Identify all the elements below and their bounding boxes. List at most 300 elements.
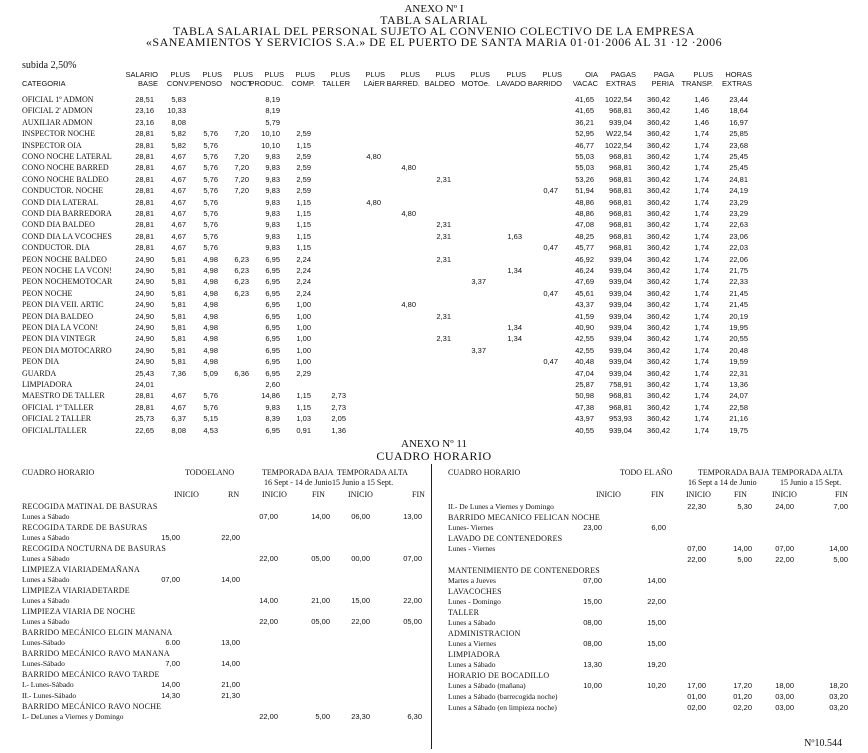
left-time: 05,00: [311, 554, 330, 563]
left-time: 14,00: [259, 596, 278, 605]
cell-cat: GUARDA: [22, 368, 57, 378]
right-end-2: FIN: [734, 490, 747, 499]
cell-peria: 360,42: [647, 186, 670, 196]
cell-comp: 2,59: [296, 186, 311, 196]
cell-hex: 21,75: [729, 266, 748, 275]
table-row: [0, 152, 868, 162]
cell-comp: 1,15: [296, 402, 311, 412]
cell-comp: 1,15: [296, 197, 311, 207]
cell-pagas: W22,54: [606, 129, 632, 139]
right-time: 17,20: [733, 681, 752, 690]
cell-base: 24,90: [135, 311, 154, 321]
cell-bald: 2,31: [436, 254, 451, 264]
cell-conv: 6,37: [171, 414, 186, 424]
col-head-top-14: OIA: [585, 70, 598, 79]
col-head-bottom-5: PRODUC.: [249, 79, 284, 88]
cell-peria: 360,42: [647, 231, 670, 241]
cell-prod: 2,60: [265, 380, 280, 389]
left-section-title: BARRIDO MECÁNICO ELGIN MANANA: [22, 628, 173, 637]
annex2-header: [0, 438, 868, 462]
left-time: 22,00: [259, 554, 278, 563]
cell-prod: 6,95: [265, 266, 280, 275]
annex2-title: CUADRO HORARIO: [376, 449, 492, 463]
col-head-bottom-16: PERIA: [651, 79, 674, 88]
cell-pagas: 1022,54: [604, 140, 632, 150]
cell-hex: 21,16: [729, 414, 748, 424]
table-row: [0, 141, 868, 151]
cell-peria: 360,42: [647, 140, 670, 150]
cell-peria: 360,42: [647, 220, 670, 230]
cell-base: 28,81: [135, 197, 154, 207]
cell-conv: 5,81: [171, 345, 186, 355]
cell-hex: 16,97: [729, 117, 748, 127]
cell-lav: 1,34: [507, 334, 522, 344]
cell-vac: 43,97: [575, 414, 594, 424]
cell-prod: 8,19: [265, 95, 280, 104]
cell-prod: 6,95: [265, 345, 280, 355]
cell-pagas: 968,81: [609, 391, 632, 401]
left-time: 13,00: [403, 512, 422, 521]
cell-vac: 25,87: [575, 380, 594, 389]
cell-hex: 22,31: [729, 368, 748, 378]
right-time: 17,00: [687, 681, 706, 690]
cell-conv: 4,67: [171, 152, 186, 161]
cell-prod: 8,39: [265, 414, 280, 424]
right-time: 14,00: [733, 544, 752, 553]
cell-prod: 9,83: [265, 243, 280, 253]
cell-hex: 22,33: [729, 277, 748, 287]
left-time: 21,00: [311, 596, 330, 605]
cell-vac: 41,59: [575, 311, 594, 321]
left-start-2: INICIO: [262, 490, 287, 499]
table-row: [0, 369, 868, 379]
cell-conv: 4,67: [171, 243, 186, 253]
cell-cat: CONDUCTOR. NOCHE: [22, 186, 104, 196]
left-time: 14,00: [221, 659, 240, 668]
cell-comp: 1,00: [296, 300, 311, 310]
cell-pen: 5,76: [203, 391, 218, 401]
col-head-bottom-9: BARRED.: [386, 79, 420, 88]
cell-laier: 4,80: [366, 197, 381, 207]
table-row: [0, 323, 868, 333]
cell-peria: 360,42: [647, 357, 670, 367]
cell-comp: 1,00: [296, 323, 311, 332]
cell-transp: 1,74: [694, 311, 709, 321]
right-days: Lunes a Sábado: [448, 660, 496, 669]
cell-base: 24,90: [135, 345, 154, 355]
cell-noct: 7,20: [234, 152, 249, 161]
left-time: 7,00: [165, 659, 180, 668]
cell-comp: 2,59: [296, 129, 311, 139]
cell-conv: 8,08: [171, 117, 186, 127]
cell-comp: 2,24: [296, 254, 311, 264]
right-low-dates: 16 Sept a 14 de Junio: [688, 478, 757, 487]
right-section-title: LIMPIADORA: [448, 650, 501, 659]
cell-pagas: 939,04: [609, 311, 632, 321]
col-head-top-7: PLUS: [330, 70, 350, 79]
col-head-top-3: PLUS: [202, 70, 222, 79]
cell-prod: 8,19: [265, 106, 280, 116]
right-time: 07,00: [775, 544, 794, 553]
table-row: [0, 289, 868, 299]
cell-base: 25,43: [135, 368, 154, 378]
cell-comp: 2,29: [296, 368, 311, 378]
left-section-title: LIMPIEZA VIARIADEMAÑANA: [22, 565, 141, 574]
left-time: 07,00: [403, 554, 422, 563]
cell-vac: 43,37: [575, 300, 594, 310]
left-section-title: RECOGIDA MATINAL DE BASURAS: [22, 502, 158, 511]
cell-peria: 360,42: [647, 288, 670, 298]
left-days: Lunes a Sábado: [22, 596, 70, 605]
right-time: 23,00: [583, 523, 602, 532]
cell-cat: PEON DIA LA VCON!: [22, 323, 99, 332]
left-days: Lunes a Sábado: [22, 554, 70, 563]
right-time: 18,00: [775, 681, 794, 690]
cell-tall: 2,73: [331, 402, 346, 412]
cell-vac: 47,04: [575, 368, 594, 378]
cell-transp: 1,74: [694, 140, 709, 150]
cell-pagas: 968,81: [609, 152, 632, 161]
cell-conv: 5,81: [171, 288, 186, 298]
cell-prod: 6,95: [265, 254, 280, 264]
right-col-title: CUADRO HORARIO: [448, 468, 521, 477]
left-days: I.- DeLunes a Viernes y Domingo: [22, 712, 124, 721]
cell-prod: 6,95: [265, 357, 280, 367]
cell-barrido: 0,47: [543, 357, 558, 367]
cell-transp: 1,74: [694, 288, 709, 298]
cell-barr: 4,80: [401, 300, 416, 310]
table-row: [0, 426, 868, 436]
cell-vac: 51,94: [575, 186, 594, 196]
cell-transp: 1,74: [694, 425, 709, 435]
cell-conv: 5,82: [171, 129, 186, 139]
col-head-bottom-15: EXTRAS: [605, 79, 636, 88]
cell-hex: 18,64: [729, 106, 748, 116]
cell-tall: 1,36: [331, 425, 346, 435]
cell-base: 28,81: [135, 220, 154, 230]
right-time: 24,00: [775, 502, 794, 511]
cell-pen: 5,76: [203, 140, 218, 150]
cell-bald: 2,31: [436, 220, 451, 230]
col-head-top-8: PLUS: [365, 70, 385, 79]
left-days-2: II.- Lunes-Sábado: [22, 691, 77, 700]
cell-pen: 5,76: [203, 152, 218, 161]
cell-hex: 20,48: [729, 345, 748, 355]
cell-hex: 22,06: [729, 254, 748, 264]
cell-hex: 24,07: [729, 391, 748, 401]
cell-base: 23,16: [135, 117, 154, 127]
cell-cat: PEON DIA MOTOCARRO: [22, 345, 112, 355]
cell-vac: 48,86: [575, 209, 594, 218]
right-section-title: MANTENIMIENTO DE CONTENEDORES: [448, 566, 600, 575]
cell-pen: 4,98: [203, 357, 218, 367]
cell-comp: 1,00: [296, 357, 311, 367]
cell-peria: 360,42: [647, 209, 670, 218]
cell-base: 22,65: [135, 425, 154, 435]
cell-vac: 36,21: [575, 117, 594, 127]
col-head-bottom-12: LAVADO: [496, 79, 526, 88]
cell-hex: 23,29: [729, 197, 748, 207]
col-head-bottom-11: MOTOe.: [461, 79, 490, 88]
left-col-title: CUADRO HORARIO: [22, 468, 95, 477]
cell-vac: 55,03: [575, 163, 594, 173]
cell-hex: 20,55: [729, 334, 748, 344]
cell-peria: 360,42: [647, 311, 670, 321]
right-time: 08,00: [583, 639, 602, 648]
cell-prod: 6,95: [265, 288, 280, 298]
left-time: 14,00: [311, 512, 330, 521]
right-time: 15,00: [583, 597, 602, 606]
left-time: 14,00: [221, 575, 240, 584]
cell-cat: CONDUCTOR. DIA: [22, 243, 90, 253]
cell-cat: INSPECTOR NOCHE: [22, 129, 95, 139]
cell-conv: 5,81: [171, 254, 186, 264]
cell-prod: 10,10: [261, 140, 280, 150]
right-days: Martes a Jueves: [448, 576, 496, 585]
cell-cat: COND DIA BALDEO: [22, 220, 95, 230]
cell-peria: 360,42: [647, 266, 670, 275]
col-head-top-9: PLUS: [400, 70, 420, 79]
cell-base: 23,16: [135, 106, 154, 116]
cell-transp: 1,74: [694, 243, 709, 253]
cell-prod: 9,83: [265, 186, 280, 196]
cell-cat: OFICIAL 2 TALLER: [22, 414, 92, 424]
right-days: Lunes- Viernes: [448, 523, 494, 532]
cell-pagas: 939,04: [609, 117, 632, 127]
cell-pen: 4,98: [203, 266, 218, 275]
cell-cat: PEON DIA BALDEO: [22, 311, 94, 321]
table-row: [0, 266, 868, 276]
right-time: 5,30: [737, 502, 752, 511]
right-days: Lunes - Viernes: [448, 544, 496, 553]
cell-cat: PEON NOCHE LA VCON!: [22, 266, 112, 275]
left-time: 00,00: [351, 554, 370, 563]
cell-hex: 21,45: [729, 300, 748, 310]
cell-comp: 2,59: [296, 174, 311, 184]
col-head-bottom-4: NOCT.: [230, 79, 253, 88]
right-section-title: TALLER: [448, 608, 480, 617]
cell-transp: 1,74: [694, 231, 709, 241]
cell-comp: 1,03: [296, 414, 311, 424]
cell-vac: 46,77: [575, 140, 594, 150]
cell-lav: 1,34: [507, 266, 522, 275]
right-time: 02,00: [687, 703, 706, 712]
cell-comp: 1,15: [296, 391, 311, 401]
cell-base: 28,81: [135, 231, 154, 241]
left-section-title: BARRIDO MECÁNICO RAVO MANANA: [22, 649, 170, 658]
col-head-bottom-2: CONV.: [166, 79, 190, 88]
cell-transp: 1,74: [694, 277, 709, 287]
col-head-top-2: PLUS: [170, 70, 190, 79]
cell-peria: 360,42: [647, 106, 670, 116]
annex1-header: [0, 4, 868, 48]
cell-pagas: 939,04: [609, 323, 632, 332]
cell-hex: 24,19: [729, 186, 748, 196]
right-section-title: LAVADO DE CONTENEDORES: [448, 534, 563, 543]
cell-lav: 1,63: [507, 231, 522, 241]
cell-pen: 5,09: [203, 368, 218, 378]
cell-conv: 5,82: [171, 140, 186, 150]
cell-comp: 2,24: [296, 266, 311, 275]
cell-prod: 6,95: [265, 300, 280, 310]
table-row: [0, 312, 868, 322]
cell-cat: LIMPIADORA: [22, 380, 73, 389]
cell-cat: OFICIAL 1º ADMON: [22, 95, 94, 104]
right-days: Lunes a Sábado: [448, 618, 496, 627]
cell-comp: 1,15: [296, 243, 311, 253]
cell-noct: 7,20: [234, 129, 249, 139]
table-row: [0, 403, 868, 413]
cell-transp: 1,74: [694, 414, 709, 424]
cell-pagas: 968,81: [609, 163, 632, 173]
left-time: 05,00: [403, 617, 422, 626]
cell-transp: 1,74: [694, 345, 709, 355]
cell-peria: 360,42: [647, 163, 670, 173]
cell-prod: 9,83: [265, 220, 280, 230]
left-time: 05,00: [311, 617, 330, 626]
col-head-bottom-14: VACAC: [572, 79, 598, 88]
right-time: 03,20: [829, 692, 848, 701]
right-start-1: INICIO: [596, 490, 621, 499]
cell-base: 24,90: [135, 277, 154, 287]
cell-transp: 1,74: [694, 152, 709, 161]
cell-transp: 1,74: [694, 380, 709, 389]
cell-vac: 46,92: [575, 254, 594, 264]
right-time: 22,30: [687, 502, 706, 511]
cell-hex: 19,75: [729, 425, 748, 435]
annex1-number: ANEXO Nº I: [404, 3, 464, 15]
cell-hex: 24,81: [729, 174, 748, 184]
left-end-3: FIN: [412, 490, 425, 499]
cell-transp: 1,46: [694, 95, 709, 104]
cell-pen: 4,53: [203, 425, 218, 435]
right-time: 14,00: [829, 544, 848, 553]
left-time: 22,00: [403, 596, 422, 605]
cell-transp: 1,74: [694, 323, 709, 332]
cell-vac: 40,55: [575, 425, 594, 435]
col-head-bottom-7: TALLER: [322, 79, 350, 88]
col-head-top-10: PLUS: [435, 70, 455, 79]
cell-cat: PEON DIA VEII. ARTIC: [22, 300, 104, 310]
right-time: 02,20: [733, 703, 752, 712]
col-head-top-12: PLUS: [506, 70, 526, 79]
cell-cat: OFICIALJTALLER: [22, 425, 87, 435]
left-days: Lunes-Sábado: [22, 638, 65, 647]
cell-pagas: 939,04: [609, 277, 632, 287]
cell-base: 28,81: [135, 152, 154, 161]
cell-conv: 4,67: [171, 402, 186, 412]
cell-pagas: 939,04: [609, 288, 632, 298]
cell-peria: 360,42: [647, 129, 670, 139]
cell-base: 24,90: [135, 288, 154, 298]
cell-vac: 46,24: [575, 266, 594, 275]
table-row: [0, 277, 868, 287]
table-row: [0, 95, 868, 105]
cell-vac: 40,90: [575, 323, 594, 332]
table-row: [0, 232, 868, 242]
col-head-bottom-13: BARRIDO: [527, 79, 562, 88]
cell-peria: 360,42: [647, 334, 670, 344]
cell-hex: 13,36: [729, 380, 748, 389]
cell-comp: 1,00: [296, 311, 311, 321]
cell-pen: 4,98: [203, 334, 218, 344]
cell-hex: 21,45: [729, 288, 748, 298]
cell-pagas: 939,04: [609, 425, 632, 435]
cell-peria: 360,42: [647, 254, 670, 264]
left-time: 22,00: [351, 617, 370, 626]
cell-base: 24,90: [135, 300, 154, 310]
cell-base: 25,73: [135, 414, 154, 424]
cell-peria: 360,42: [647, 174, 670, 184]
cell-vac: 42,55: [575, 345, 594, 355]
left-days: Lunes a Sábado: [22, 575, 70, 584]
cell-pagas: 939,04: [609, 368, 632, 378]
left-time: 13,00: [221, 638, 240, 647]
right-days: II.- De Lunes a Viernes y Domingo: [448, 502, 554, 511]
cell-noct: 7,20: [234, 163, 249, 173]
cell-hex: 19,59: [729, 357, 748, 367]
column-divider: [431, 464, 432, 749]
cell-base: 28,81: [135, 391, 154, 401]
cell-peria: 360,42: [647, 300, 670, 310]
left-time: 22,00: [259, 712, 278, 721]
col-head-top-17: PLUS: [693, 70, 713, 79]
left-days: Lunes-Sábado: [22, 659, 65, 668]
cell-transp: 1,74: [694, 357, 709, 367]
cell-conv: 8,08: [171, 425, 186, 435]
cell-bald: 2,31: [436, 334, 451, 344]
cell-noct: 7,20: [234, 186, 249, 196]
cell-transp: 1,74: [694, 391, 709, 401]
right-end-1: FIN: [651, 490, 664, 499]
cell-pen: 4,98: [203, 288, 218, 298]
right-time: 5,00: [833, 555, 848, 564]
cell-cat: CONO NOCHE LATERAL: [22, 152, 112, 161]
right-time: 07,00: [687, 544, 706, 553]
cell-hex: 22,63: [729, 220, 748, 230]
left-days: I.- Lunes-Sábado: [22, 680, 74, 689]
cell-base: 28,81: [135, 129, 154, 139]
cell-hex: 23,44: [729, 95, 748, 104]
left-time: 22,00: [259, 617, 278, 626]
right-time: 7,00: [833, 502, 848, 511]
right-time: 07,00: [583, 576, 602, 585]
left-section-title: LIMPIEZA VIARIA DE NOCHE: [22, 607, 136, 616]
left-section-title: LIMPIEZA VIARIADETARDE: [22, 586, 130, 595]
left-start-1: INICIO: [174, 490, 199, 499]
cell-conv: 5,81: [171, 266, 186, 275]
table-row: [0, 129, 868, 139]
cell-cat: AUXILIAR ADMON: [22, 117, 93, 127]
cell-pagas: 968,81: [609, 197, 632, 207]
cell-comp: 0,91: [296, 425, 311, 435]
cell-pagas: 968,81: [609, 220, 632, 230]
cell-pagas: 939,04: [609, 334, 632, 344]
cell-peria: 360,42: [647, 197, 670, 207]
cell-pen: 5,76: [203, 402, 218, 412]
cell-pen: 4,98: [203, 254, 218, 264]
cell-cat: PEON NOCHE BALDEO: [22, 254, 107, 264]
table-row: [0, 118, 868, 128]
cell-pagas: 1022,54: [604, 95, 632, 104]
left-time: 6.00: [165, 638, 180, 647]
table-row: [0, 380, 868, 390]
cell-prod: 6,95: [265, 323, 280, 332]
cell-comp: 1,00: [296, 345, 311, 355]
cell-moto: 3,37: [471, 345, 486, 355]
col-head-top-16: PAGA: [653, 70, 674, 79]
right-days: Lunes a Viernes: [448, 639, 497, 648]
